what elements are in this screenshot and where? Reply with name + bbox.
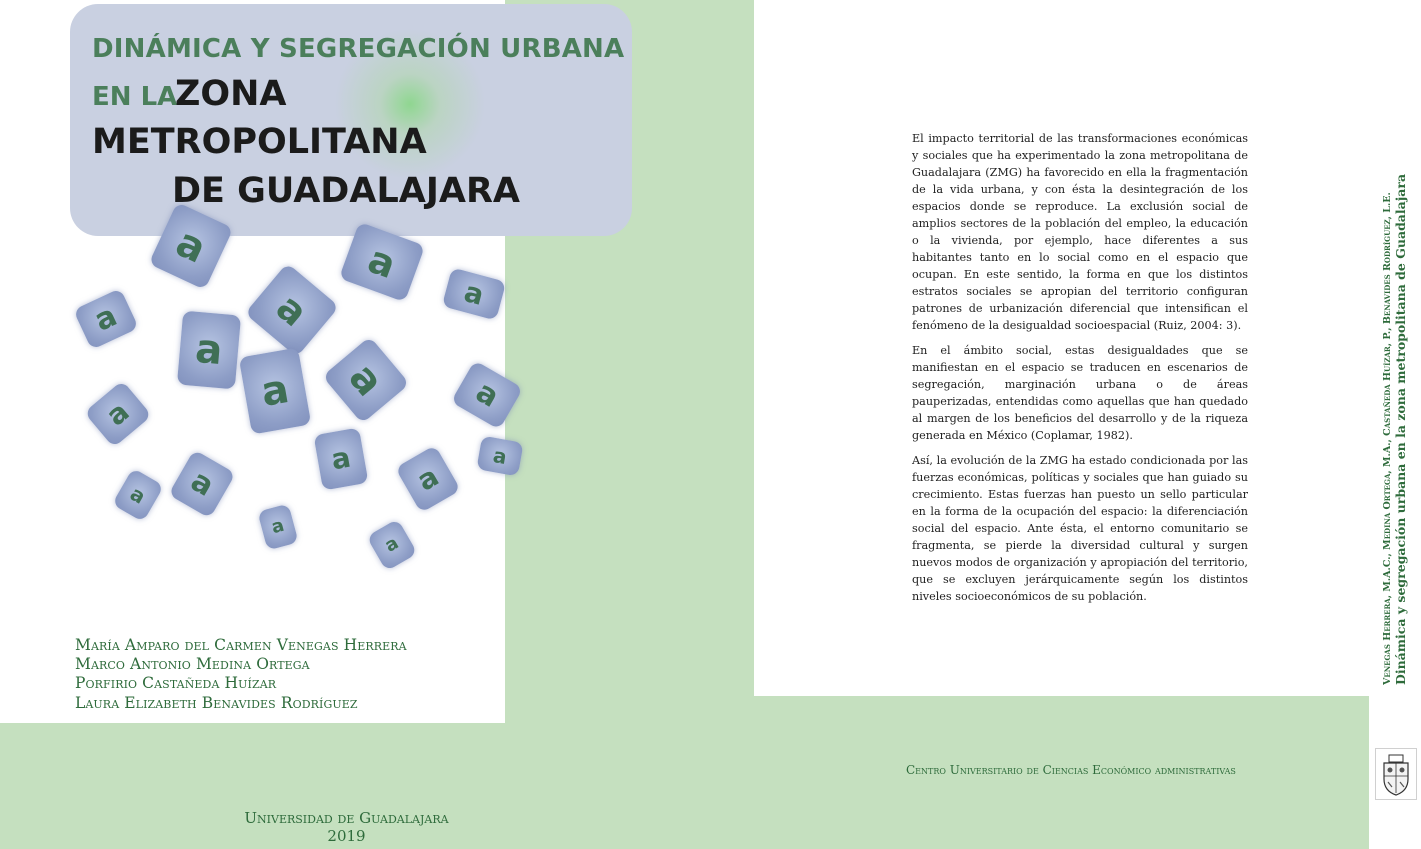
title-line-4: DE GUADALAJARA bbox=[172, 171, 520, 211]
letter-tile-glyph: a bbox=[339, 354, 393, 406]
title-line-2-large: ZONA bbox=[175, 74, 287, 114]
author-4: Laura Elizabeth Benavides Rodríguez bbox=[75, 694, 358, 712]
back-cover bbox=[754, 0, 1421, 849]
letter-tile-glyph: a bbox=[328, 440, 354, 477]
author-3: Porfirio Castañeda Huízar bbox=[75, 674, 277, 692]
title-line-3: METROPOLITANA bbox=[92, 122, 427, 162]
letter-tile-glyph: a bbox=[184, 463, 220, 504]
letter-tile-glyph: a bbox=[411, 459, 445, 498]
author-1: María Amparo del Carmen Venegas Herrera bbox=[75, 636, 407, 654]
publisher: Universidad de Guadalajara bbox=[244, 809, 449, 827]
letter-tile bbox=[177, 311, 241, 390]
letter-tile-glyph: a bbox=[491, 443, 509, 469]
letter-tile-glyph: a bbox=[460, 275, 488, 312]
title-line-1: DINÁMICA Y SEGREGACIÓN URBANA bbox=[92, 34, 625, 64]
spine-authors: Venegas Herrera, M.A.C., Medina Ortega, M.A., Castañeda Huízar, P., Benavides Rodríguez, L.E. bbox=[1382, 192, 1393, 685]
letter-tile-glyph: a bbox=[469, 374, 505, 415]
letter-tile-glyph: a bbox=[193, 325, 225, 375]
letter-tile-glyph: a bbox=[362, 236, 402, 288]
title-line-2-small: EN LA bbox=[92, 82, 178, 112]
university-crest-icon bbox=[1375, 748, 1417, 800]
blurb-paragraph-2: En el ámbito social, estas desigualdades que se manifiestan en el espacio se traducen en escenarios de segregación, marginación urbana o de áreas pauperizadas, entendidas como aquellas que han quedado al margen de los beneficios del desarrollo y de la riqueza generada en México (Coplamar, 1982). bbox=[912, 344, 1248, 442]
publication-year: 2019 bbox=[327, 827, 366, 845]
back-cover-blurb bbox=[912, 130, 1248, 613]
letter-tile-glyph: a bbox=[268, 284, 316, 336]
blurb-paragraph-3: Así, la evolución de la ZMG ha estado condicionada por las fuerzas económicas, políticas y sociales que han guiado su crecimiento. Estas fuerzas han puesto un sello particular en la forma de la ocupación del espacio: la diferenciación social del espacio. Ante ésta, el entorno comunitario se fragmenta, se pierde la diversidad cultural y surgen nuevos modos de organización y apropiación del territorio, que se excluyen jerárquicamente según los distintos niveles socioeconómicos de su población. bbox=[912, 454, 1248, 603]
letter-tile bbox=[476, 436, 523, 477]
blurb-paragraph-1: El impacto territorial de las transformaciones económicas y sociales que ha experimentado la zona metropolitana de Guadalajara (ZMG) ha favorecido en ella la fragmentación de la vida urbana, y con ésta la desintegración de los espacios donde se reproduce. La exclusión social de amplios sectores de la población del empleo, la educación o la vivienda, por ejemplo, hace diferentes a sus habitantes tanto en lo social como en el espacio que ocupan. En este sentido, la forma en que los distintos estratos sociales se apropian del territorio configuran patrones de urbanización diferencial que intensifican el fenómeno de la desigualdad socioespacial (Ruiz, 2004: 3). bbox=[912, 132, 1248, 332]
letter-tile bbox=[313, 427, 368, 490]
letter-tile-glyph: a bbox=[126, 481, 150, 509]
letter-tile-glyph: a bbox=[381, 532, 403, 557]
letter-tile-glyph: a bbox=[269, 514, 287, 539]
spine-title: Dinámica y segregación urbana en la zona metropolitana de Guadalajara bbox=[1393, 173, 1408, 685]
letter-tile-glyph: a bbox=[169, 219, 213, 273]
letter-tile-glyph: a bbox=[257, 366, 293, 416]
letter-tile-glyph: a bbox=[99, 394, 136, 433]
institution-name: Centro Universitario de Ciencias Económico administrativas bbox=[906, 763, 1236, 777]
letter-tile-glyph: a bbox=[89, 298, 123, 339]
author-2: Marco Antonio Medina Ortega bbox=[75, 655, 310, 673]
